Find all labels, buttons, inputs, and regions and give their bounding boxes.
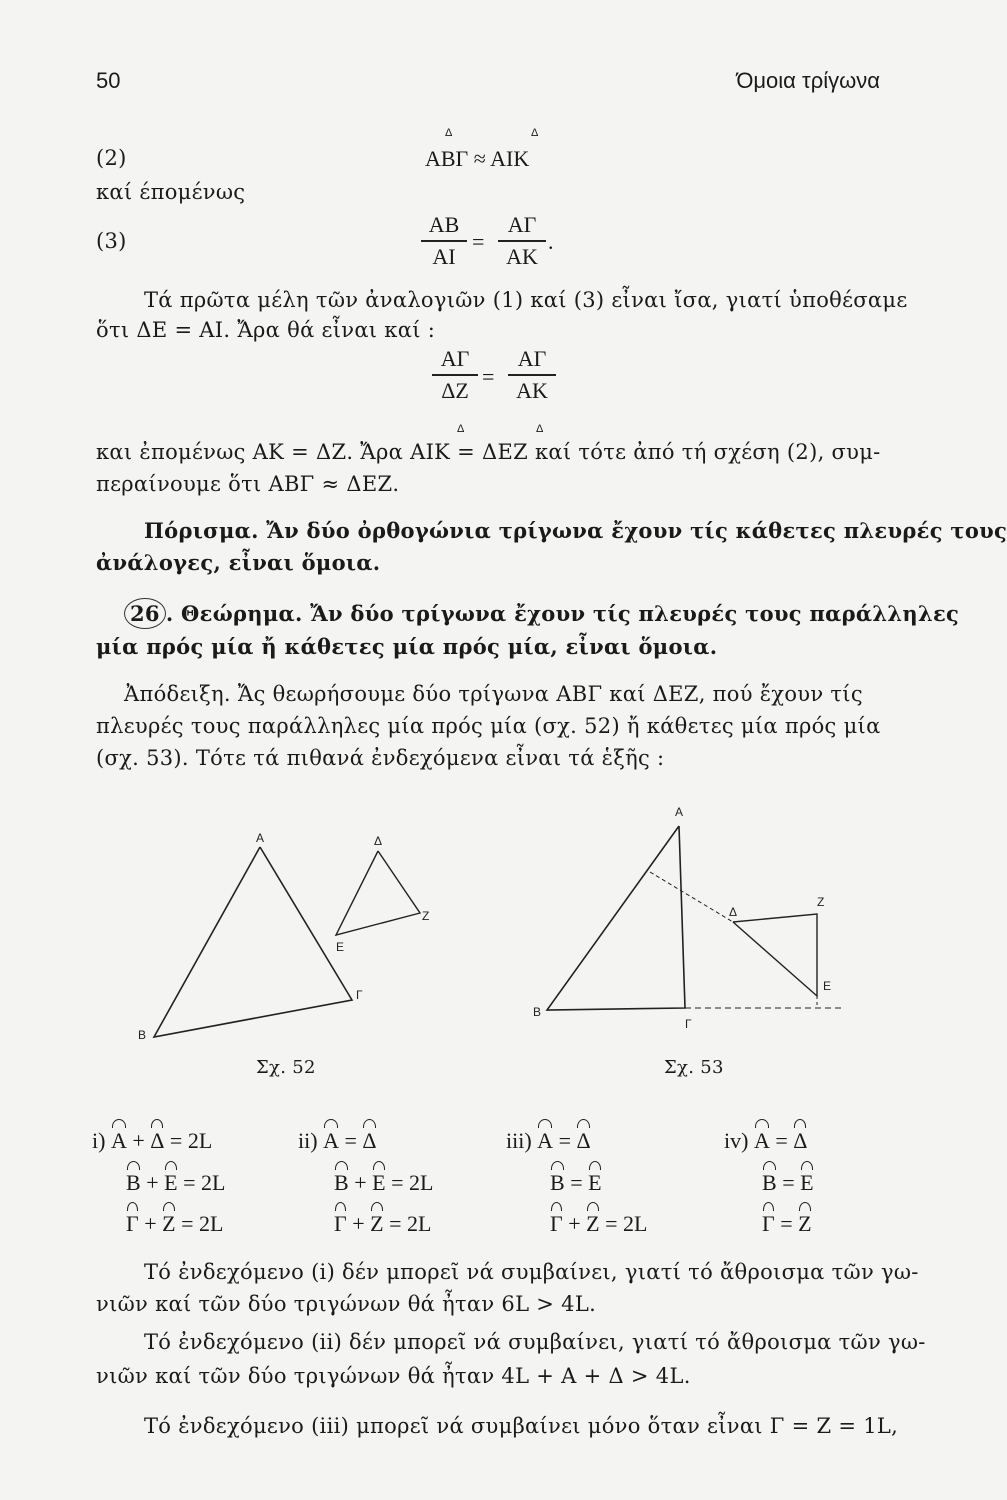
- triangle-mark: Δ: [531, 127, 539, 139]
- theorem-line: μία πρός μία ἤ κάθετες μία πρός μία, εἶναι ὅμοια.: [96, 634, 718, 659]
- operator: =: [780, 1211, 793, 1236]
- paragraph-line: Τό ἐνδεχόμενο (i) δέν μπορεῖ νά συμβαίνει, γιατί τό ἄθροισμα τῶν γω-: [144, 1260, 919, 1284]
- operator: =: [558, 1128, 571, 1153]
- paragraph-line: νιῶν καί τῶν δύο τριγώνων θά ἦταν 6L > 4L.: [96, 1292, 597, 1316]
- angle-d: Δ: [150, 1128, 165, 1153]
- svg-text:Β: Β: [533, 1005, 542, 1019]
- case-i-row2: [126, 1170, 225, 1196]
- rhs: = 2L: [389, 1211, 432, 1236]
- operator: +: [144, 1211, 157, 1236]
- operator: =: [775, 1128, 788, 1153]
- operator: +: [132, 1128, 145, 1153]
- svg-text:Γ: Γ: [356, 988, 363, 1002]
- svg-text:Ζ: Ζ: [817, 895, 825, 909]
- svg-text:Δ: Δ: [374, 834, 383, 848]
- paragraph-line: ὅτι ΔΕ = ΑΙ. Ἄρα θά εἶναι καί :: [96, 318, 436, 342]
- angle-g: Γ: [334, 1211, 347, 1236]
- case-ii: [298, 1128, 377, 1154]
- angle-d: Δ: [793, 1128, 808, 1153]
- angle-e: Ε: [164, 1170, 178, 1195]
- case-iv: [724, 1128, 807, 1154]
- rhs: = 2L: [183, 1170, 226, 1195]
- angle-z: Ζ: [162, 1211, 176, 1236]
- angle-a: Α: [110, 1128, 127, 1153]
- angle-b: Β: [550, 1170, 565, 1195]
- numerator: ΑΒ: [428, 212, 460, 237]
- svg-text:Γ: Γ: [685, 1017, 692, 1031]
- operator: =: [570, 1170, 583, 1195]
- angle-g: Γ: [550, 1211, 563, 1236]
- numerator: ΑΓ: [507, 212, 537, 237]
- angle-a: Α: [753, 1128, 770, 1153]
- denominator: ΑΚ: [516, 377, 548, 403]
- angle-e: Ε: [372, 1170, 386, 1195]
- denominator: ΑΙ: [432, 243, 456, 269]
- theorem-heading: [124, 598, 959, 629]
- fraction-ab-ai: [421, 212, 467, 270]
- triangle-mark: Δ: [536, 423, 544, 435]
- fraction-ag-ak: [508, 346, 556, 404]
- period: .: [548, 229, 554, 254]
- angle-e: Ε: [588, 1170, 602, 1195]
- angle-b: Β: [334, 1170, 349, 1195]
- rhs: = 2L: [605, 1211, 648, 1236]
- paragraph-line: Τά πρῶτα μέλη τῶν ἀναλογιῶν (1) καί (3) εἶναι ἴσα, γιατί ὑποθέσαμε: [144, 288, 908, 312]
- angle-d: Δ: [576, 1128, 591, 1153]
- angle-g: Γ: [126, 1211, 139, 1236]
- rhs: = 2L: [181, 1211, 224, 1236]
- angle-b: Β: [762, 1170, 777, 1195]
- paragraph-line: νιῶν καί τῶν δύο τριγώνων θά ἦταν 4L + Α + Δ > 4L.: [96, 1364, 691, 1388]
- denominator: ΔΖ: [441, 377, 469, 403]
- figure-52-caption: Σχ. 52: [256, 1057, 316, 1078]
- operator: =: [344, 1128, 357, 1153]
- svg-text:Α: Α: [256, 831, 265, 845]
- equation-2: ΑΒΓ ≈ ΑΙΚ: [425, 146, 530, 171]
- equation-label-3: (3): [96, 229, 127, 253]
- triangle-mark: Δ: [445, 127, 453, 139]
- fraction-bar: [498, 240, 546, 242]
- case-label: iv): [724, 1128, 749, 1153]
- equation-label-2: (2): [96, 146, 127, 170]
- paragraph-line: Τό ἐνδεχόμενο (iii) μπορεῖ νά συμβαίνει μόνο ὅταν εἶναι Γ = Ζ = 1L,: [144, 1414, 899, 1438]
- theorem-line: . Θεώρημα. Ἄν δύο τρίγωνα ἔχουν τίς πλευρές τους παράλληλες: [165, 601, 960, 626]
- denominator: ΑΚ: [506, 243, 538, 269]
- case-label: iii): [506, 1128, 532, 1153]
- equals-sign: =: [482, 364, 495, 389]
- fraction-ag-dz: [432, 346, 478, 404]
- fraction-bar: [432, 374, 478, 376]
- case-iii-row3: [550, 1211, 647, 1237]
- angle-d: Δ: [362, 1128, 377, 1153]
- figure-53: [525, 800, 865, 1030]
- case-label: i): [92, 1128, 106, 1153]
- fraction-bar: [421, 240, 467, 242]
- angle-z: Ζ: [370, 1211, 384, 1236]
- angle-a: Α: [323, 1128, 339, 1153]
- case-iv-row2: [762, 1170, 814, 1196]
- angle-g: Γ: [762, 1211, 775, 1236]
- svg-text:Ε: Ε: [823, 979, 832, 993]
- case-i: [92, 1128, 212, 1154]
- angle-z: Ζ: [586, 1211, 600, 1236]
- case-i-row3: [126, 1211, 223, 1237]
- rhs: = 2L: [169, 1128, 213, 1153]
- case-iii-row2: [550, 1170, 602, 1196]
- case-iv-row3: [762, 1211, 812, 1237]
- svg-text:Α: Α: [675, 805, 684, 819]
- operator: +: [568, 1211, 581, 1236]
- equals-sign: =: [472, 229, 485, 254]
- angle-e: Ε: [800, 1170, 814, 1195]
- svg-text:Δ: Δ: [729, 905, 738, 919]
- case-iii: [506, 1128, 591, 1154]
- svg-text:Ε: Ε: [336, 940, 345, 954]
- numerator: ΑΓ: [517, 346, 547, 371]
- operator: +: [146, 1170, 159, 1195]
- fraction-ag-ak: [498, 212, 546, 270]
- page-number: 50: [96, 68, 121, 93]
- svg-text:Ζ: Ζ: [422, 909, 430, 923]
- angle-z: Ζ: [798, 1211, 812, 1236]
- triangle-mark: Δ: [457, 423, 465, 435]
- figure-53-caption: Σχ. 53: [664, 1057, 724, 1078]
- proof-line: Ἀπόδειξη. Ἄς θεωρήσουμε δύο τρίγωνα ΑΒΓ καί ΔΕΖ, πού ἔχουν τίς: [124, 682, 863, 706]
- svg-text:Β: Β: [138, 1028, 147, 1042]
- angle-b: Β: [126, 1170, 141, 1195]
- corollary-line: ἀνάλογες, εἶναι ὅμοια.: [96, 550, 381, 575]
- angle-a: Α: [537, 1128, 554, 1153]
- corollary-line: Πόρισμα. Ἄν δύο ὀρθογώνια τρίγωνα ἔχουν τίς κάθετες πλευρές τους: [144, 518, 1007, 543]
- paragraph-line: και ἐπομένως ΑΚ = ΔΖ. Ἄρα ΑΙΚ = ΔΕΖ καί τότε ἀπό τή σχέση (2), συμ-: [96, 440, 881, 464]
- theorem-number: 26: [124, 598, 166, 629]
- connective-text: καί έπομένως: [96, 180, 246, 204]
- case-ii-row2: [334, 1170, 433, 1196]
- numerator: ΑΓ: [440, 346, 470, 371]
- operator: =: [782, 1170, 795, 1195]
- operator: +: [352, 1211, 365, 1236]
- proof-line: πλευρές τους παράλληλες μία πρός μία (σχ. 52) ἤ κάθετες μία πρός μία: [96, 714, 881, 738]
- fraction-bar: [508, 374, 556, 376]
- paragraph-line: περαίνουμε ὅτι ΑΒΓ ≈ ΔΕΖ.: [96, 472, 400, 496]
- proof-line: (σχ. 53). Τότε τά πιθανά ἐνδεχόμενα εἶναι τά ἑξῆς :: [96, 746, 665, 770]
- paragraph-line: Τό ἐνδεχόμενο (ii) δέν μπορεῖ νά συμβαίνει, γιατί τό ἄθροισμα τῶν γω-: [144, 1330, 926, 1354]
- case-ii-row3: [334, 1211, 431, 1237]
- case-label: ii): [298, 1128, 318, 1153]
- operator: +: [354, 1170, 367, 1195]
- figure-52: [130, 825, 450, 1050]
- rhs: = 2L: [391, 1170, 434, 1195]
- chapter-title: Όμοια τρίγωνα: [736, 68, 880, 93]
